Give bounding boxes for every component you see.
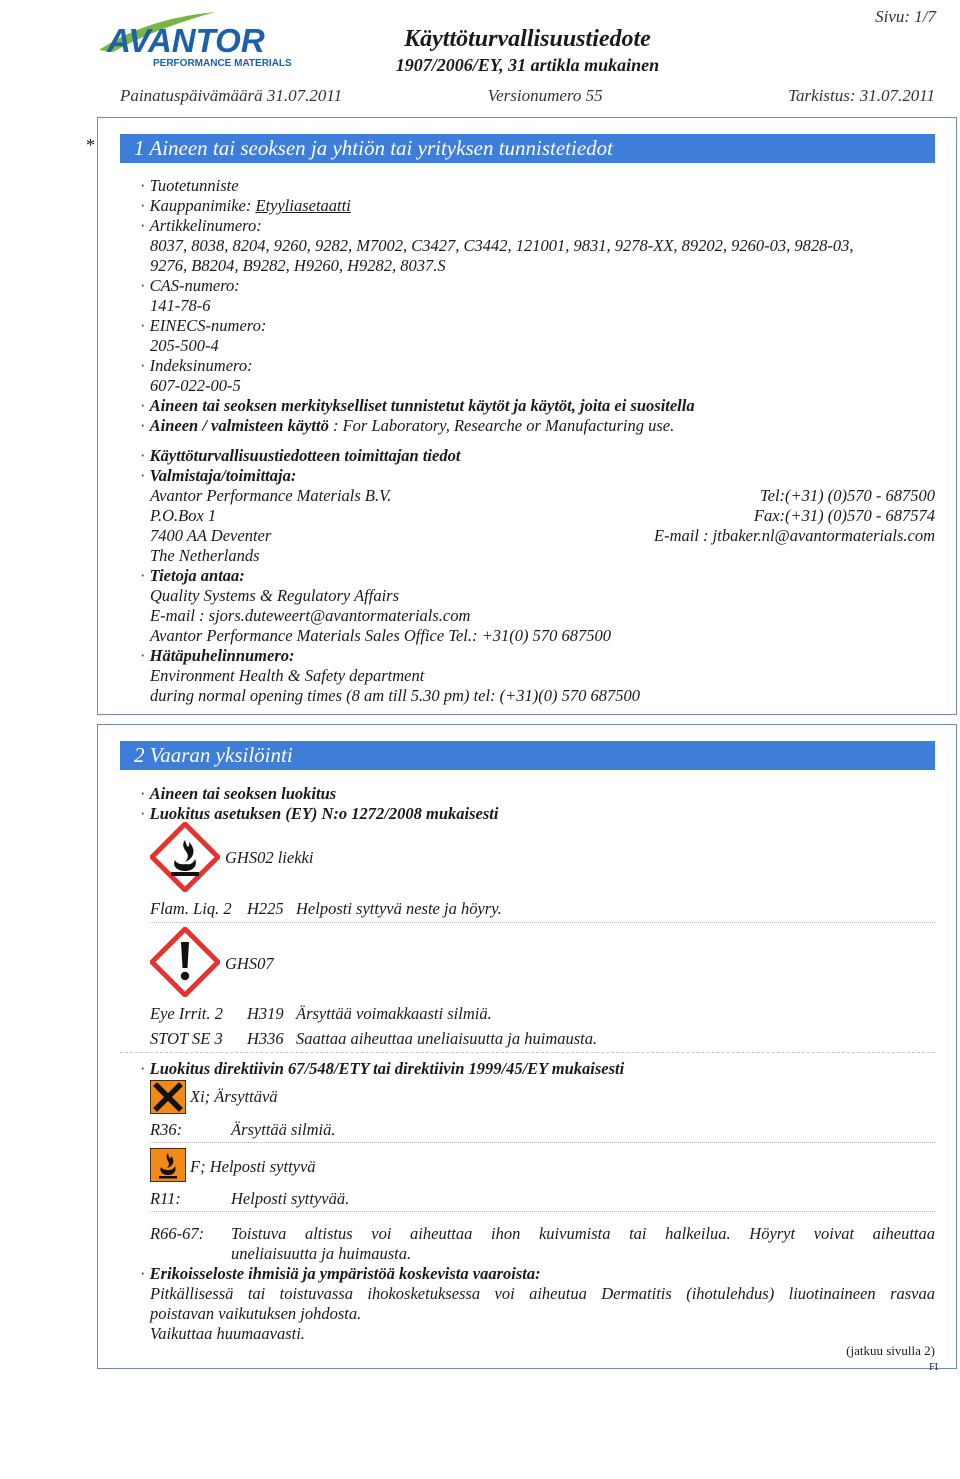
address-line: P.O.Box 1	[150, 506, 217, 525]
address-line: The Netherlands	[150, 546, 260, 565]
dotted-separator	[150, 1211, 935, 1212]
section-2-header: 2 Vaaran yksilöinti	[120, 741, 935, 770]
einecs-number: 205-500-4	[150, 336, 219, 355]
svg-text:PERFORMANCE MATERIALS: PERFORMANCE MATERIALS	[153, 58, 292, 69]
hazard-class: STOT SE 3	[150, 1029, 223, 1048]
revision-date: Tarkistus: 31.07.2011	[788, 86, 935, 105]
info-line: Avantor Performance Materials Sales Office Tel.: +31(0) 570 687500	[150, 626, 612, 645]
document-title: Käyttöturvallisuustiedote	[404, 26, 651, 52]
r-phrase-continued: uneliaisuutta ja huimausta.	[231, 1244, 412, 1263]
classification-label: · Aineen tai seoksen luokitus	[140, 784, 337, 803]
xi-label: Xi; Ärsyttävä	[190, 1087, 278, 1106]
hazard-code: H336	[247, 1029, 284, 1048]
dotted-separator	[150, 922, 935, 923]
ghs07-label: GHS07	[225, 954, 274, 973]
fax-number: Fax:(+31) (0)570 - 687574	[753, 506, 935, 525]
r-phrase: Helposti syttyvää.	[231, 1189, 350, 1208]
dashed-separator	[120, 1052, 935, 1053]
product-use: · Aineen / valmisteen käyttö : For Laboratory, Researche or Manufacturing use.	[140, 416, 675, 435]
phone-number: Tel:(+31) (0)570 - 687500	[759, 486, 935, 505]
dotted-separator	[150, 1142, 935, 1143]
ghs02-label: GHS02 liekki	[225, 848, 314, 867]
hazard-statement: Saattaa aiheuttaa uneliaisuutta ja huimausta.	[296, 1029, 598, 1048]
einecs-label: · EINECS-numero:	[140, 316, 267, 335]
language-code: FI	[929, 1362, 938, 1373]
product-identifier: · Tuotetunniste	[140, 176, 239, 195]
r-code: R36:	[150, 1120, 183, 1139]
supplier-details-label: · Käyttöturvallisuustiedotteen toimittajan tiedot	[140, 446, 461, 465]
flame-square-icon	[150, 1148, 186, 1182]
index-label: · Indeksinumero:	[140, 356, 253, 375]
section-1-header: 1 Aineen tai seoksen ja yhtiön tai yrityksen tunnistetiedot	[120, 134, 935, 163]
document-subtitle: 1907/2006/EY, 31 artikla mukainen	[395, 55, 660, 75]
page-number: Sivu: 1/7	[875, 7, 936, 26]
exclamation-pictogram-icon	[150, 927, 220, 997]
emergency-line: Environment Health & Safety department	[150, 666, 425, 685]
info-label: · Tietoja antaa:	[140, 566, 245, 585]
hazard-class: Eye Irrit. 2	[150, 1004, 223, 1023]
r-phrase: Toistuva altistus voi aiheuttaa ihon kuivumista tai halkeilua. Höyryt voivat aiheuttaa	[231, 1224, 935, 1243]
article-label: · Artikkelinumero:	[140, 216, 262, 235]
dsd-label: · Luokitus direktiivin 67/548/ETY tai direktiivin 1999/45/EY mukaisesti	[140, 1059, 625, 1078]
trade-name: · Kauppanimike: Etyyliasetaatti	[140, 196, 351, 215]
email-link[interactable]: E-mail : jtbaker.nl@avantormaterials.com	[654, 526, 935, 545]
print-date: Painatuspäivämäärä 31.07.2011	[120, 86, 343, 105]
f-label: F; Helposti syttyvä	[190, 1157, 316, 1176]
clp-label: · Luokitus asetuksen (EY) N:o 1272/2008 mukaisesti	[140, 804, 499, 823]
article-numbers-line1: 8037, 8038, 8204, 9260, 9282, M7002, C3427, C3442, 121001, 9831, 9278-XX, 89202, 9260-03, 9828-03,	[150, 236, 854, 255]
r-code: R66-67:	[150, 1224, 205, 1243]
hazard-code: H319	[247, 1004, 284, 1023]
cas-label: · CAS-numero:	[140, 276, 240, 295]
version-number: Versionumero 55	[487, 86, 603, 105]
continued-note: (jatkuu sivulla 2)	[846, 1343, 935, 1358]
info-email[interactable]: E-mail : sjors.duteweert@avantormaterials.com	[150, 606, 471, 625]
hazard-class: Flam. Liq. 2	[150, 899, 232, 918]
svg-text:AVANTOR: AVANTOR	[107, 22, 265, 59]
cas-number: 141-78-6	[150, 296, 211, 315]
emergency-label: · Hätäpuhelinnumero:	[140, 646, 295, 665]
special-hazards-text: Pitkällisessä tai toistuvassa ihokosketuksessa voi aiheutua Dermatitis (ihotulehdus) liuotinaineen rasvaa	[150, 1284, 935, 1303]
emergency-line: during normal opening times (8 am till 5.30 pm) tel: (+31)(0) 570 687500	[150, 686, 641, 705]
hazard-code: H225	[247, 899, 284, 918]
index-number: 607-022-00-5	[150, 376, 241, 395]
article-numbers-line2: 9276, B8204, B9282, H9260, H9282, 8037.S	[150, 256, 446, 275]
manufacturer-label: · Valmistaja/toimittaja:	[140, 466, 297, 485]
revision-marker: *	[86, 135, 95, 155]
flame-pictogram-icon	[150, 822, 220, 892]
special-hazards-label: · Erikoisseloste ihmisiä ja ympäristöä koskevista vaaroista:	[140, 1264, 541, 1283]
avantor-logo	[95, 8, 310, 70]
hazard-statement: Helposti syttyvä neste ja höyry.	[296, 899, 502, 918]
r-phrase: Ärsyttää silmiä.	[231, 1120, 336, 1139]
xi-cross-icon	[150, 1080, 186, 1114]
special-hazards-text: poistavan vaikutuksen johdosta.	[150, 1304, 362, 1323]
identified-uses: · Aineen tai seoksen merkitykselliset tunnistetut käytöt ja käytöt, joita ei suositella	[140, 396, 695, 415]
address-line: 7400 AA Deventer	[150, 526, 272, 545]
special-hazards-text: Vaikuttaa huumaavasti.	[150, 1324, 305, 1343]
hazard-statement: Ärsyttää voimakkaasti silmiä.	[296, 1004, 492, 1023]
document-meta	[120, 86, 935, 106]
info-line: Quality Systems & Regulatory Affairs	[150, 586, 400, 605]
address-line: Avantor Performance Materials B.V.	[150, 486, 392, 505]
r-code: R11:	[150, 1189, 181, 1208]
